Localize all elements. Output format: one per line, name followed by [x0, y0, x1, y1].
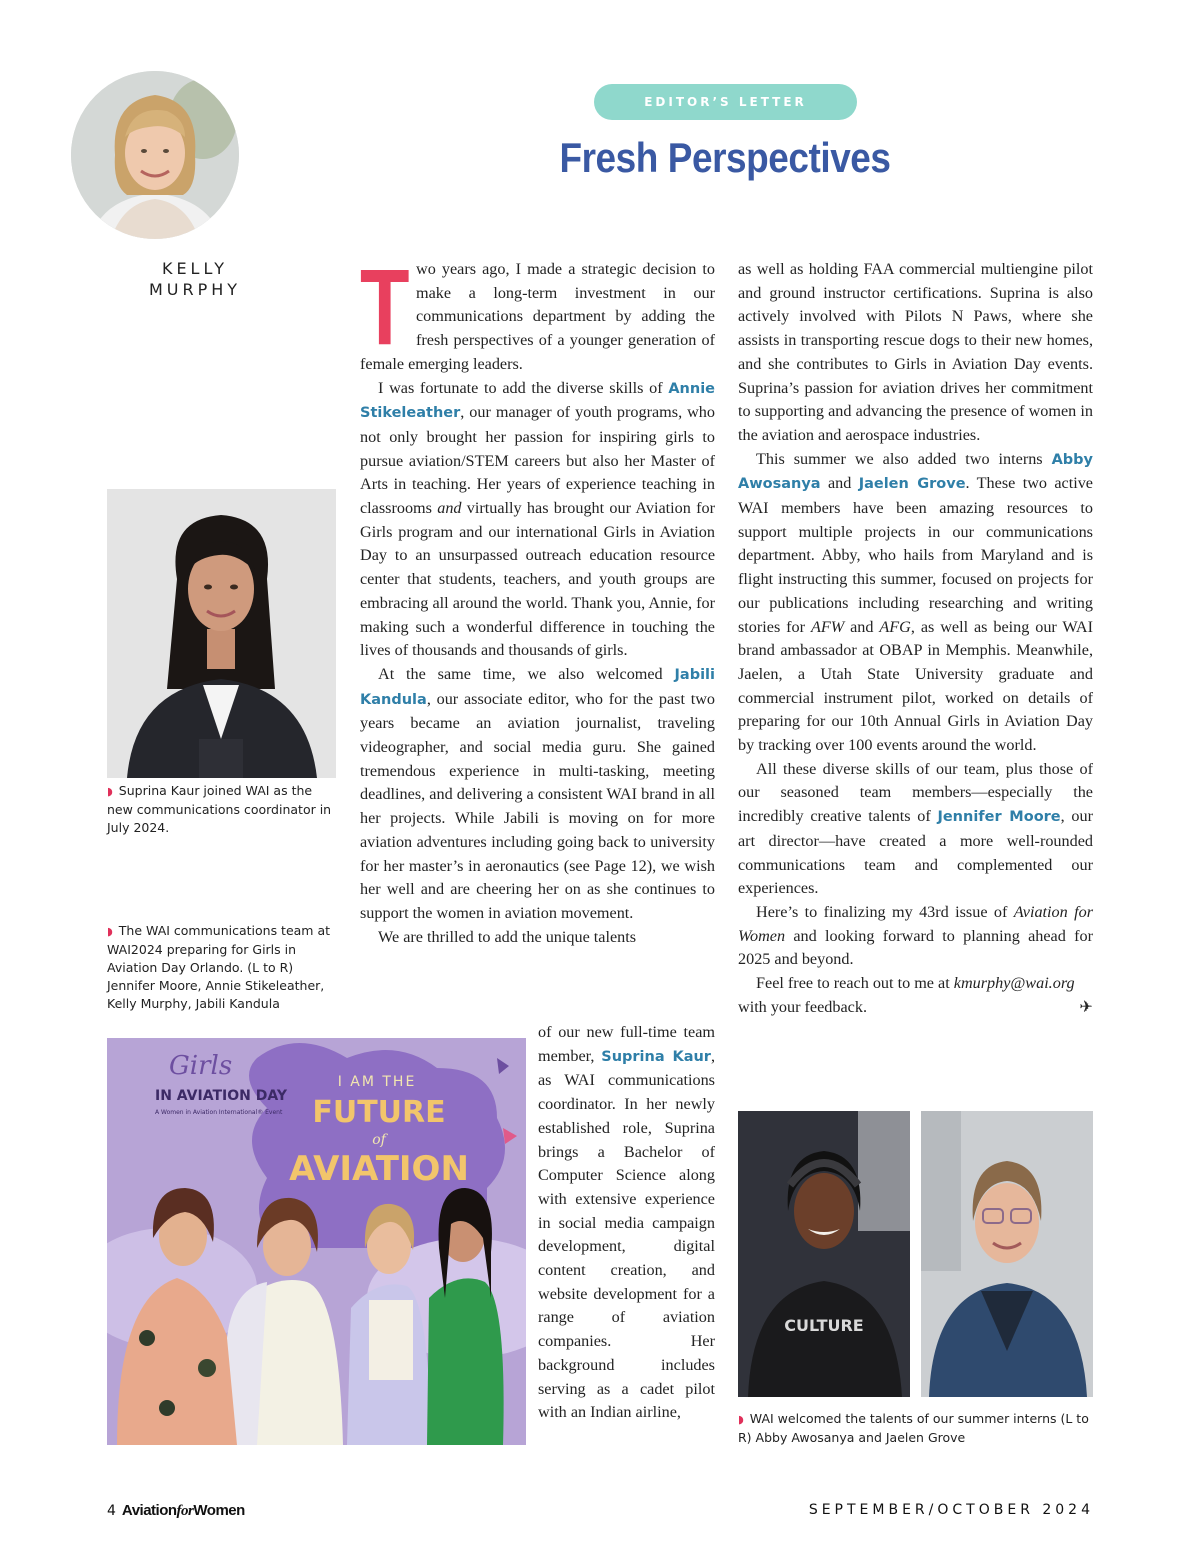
page-title: Fresh Perspectives	[559, 134, 891, 181]
article-column-1	[360, 246, 715, 949]
issue-date: SEPTEMBER/OCTOBER 2024	[808, 1502, 1094, 1518]
photo-team-image	[107, 1038, 526, 1445]
caption-marker-icon: ◗	[107, 785, 113, 798]
magazine-brand: AviationforWomen	[121, 1502, 245, 1519]
caption-team	[107, 922, 339, 1013]
footer-left	[107, 1502, 245, 1520]
caption-team-text: The WAI communications team at WAI2024 preparing for Girls in Aviation Day Orlando. (L to R) Jennifer Moore, Annie Stikeleather, Kelly Murphy, Jabili Kandula	[107, 923, 331, 1011]
author-portrait	[71, 71, 239, 239]
photo-jaelen-image	[921, 1111, 1093, 1397]
caption-interns	[738, 1410, 1098, 1447]
photo-suprina-image	[107, 489, 336, 778]
drop-cap: T	[360, 246, 410, 367]
article-paragraph-4-start: We are thrilled to add the unique talents	[378, 927, 637, 946]
banner-slogan-1: I AM THE	[337, 1074, 417, 1090]
article-paragraph-9: Feel free to reach out to me at kmurphy@wai.org with your feedback. ✈	[738, 972, 1093, 1019]
name-jaelen-grove: Jaelen Grove	[858, 476, 966, 493]
section-tag: EDITOR’S LETTER	[594, 84, 857, 120]
article-paragraph-8: Here’s to finalizing my 43rd issue of Aviation for Women and looking forward to planning ahead for 2025 and beyond.	[738, 902, 1093, 969]
caption-suprina	[107, 782, 337, 837]
caption-suprina-text: Suprina Kaur joined WAI as the new communications coordinator in July 2024.	[107, 783, 332, 835]
name-jabili-kandula: Jabili Kandula	[360, 666, 715, 708]
author-name	[120, 258, 270, 300]
name-jennifer-moore: Jennifer Moore	[937, 809, 1061, 826]
name-annie-stikeleather: Annie Stikeleather	[360, 380, 715, 422]
photo-abby-image	[738, 1111, 910, 1397]
photo-communications-team	[107, 1038, 526, 1445]
caption-marker-icon: ◗	[107, 925, 113, 938]
article-paragraph-6: This summer we also added two interns Abby Awosanya and Jaelen Grove. These two active WAI members have been amazing resources to support multiple projects in our communications department. Abby, who hails from Maryland and is flight instructing this summer, focused on projects for our publications including researching and writing stories for AFW and AFG, as well as being our WAI brand ambassador at OBAP in Memphis. Meanwhile, Jaelen, a Utah State University graduate and commercial instrument pilot, worked on details of preparing for our 10th Annual Girls in Aviation Day by tracking over 100 events around the world.	[738, 449, 1094, 755]
shirt-print-text: CULTURE	[784, 1316, 864, 1335]
photo-suprina-kaur	[107, 489, 336, 778]
article-paragraph-2: I was fortunate to add the diverse skills of Annie Stikeleather, our manager of youth programs, who not only brought her passion for inspiring girls to pursue aviation/STEM careers but also her Master of Arts in teaching. Her years of experience teaching in classrooms and virtually has brought our Aviation for Girls program and our international Girls in Aviation Day to an unsurpassed outreach education resource center that students, teachers, and youth groups are embracing all around the world. Thank you, Annie, for making such a wonderful difference in touching the lives of thousands and thousands of girls.	[360, 378, 715, 660]
banner-slogan-2: FUTURE	[312, 1095, 446, 1130]
banner-slogan-3: of	[372, 1132, 386, 1148]
caption-interns-text: WAI welcomed the talents of our summer interns (L to R) Abby Awosanya and Jaelen Grove	[738, 1411, 1089, 1445]
photo-abby-awosanya	[738, 1111, 910, 1397]
article-paragraph-5: as well as holding FAA commercial multiengine pilot and ground instructor certifications. Suprina is also actively involved with Pilots N Paws, where she assists in transporting rescue dogs to their new homes, and she contributes to Girls in Aviation Day events. Suprina’s passion for aviation drives her commitment to supporting and advancing the presence of women in the aviation and aerospace industries.	[738, 260, 1093, 444]
banner-logo-script: Girls	[169, 1051, 233, 1081]
banner-slogan-4: AVIATION	[289, 1149, 469, 1189]
end-mark-plane-icon: ✈	[1079, 997, 1093, 1016]
article-paragraph-7: All these diverse skills of our team, plus those of our seasoned team members—especially the incredibly creative talents of Jennifer Moore, our art director—have created a more well-rounded communications team and complemented our experiences.	[738, 759, 1093, 898]
author-portrait-image	[71, 71, 239, 239]
article-column-2	[738, 258, 1093, 1020]
photo-jaelen-grove	[921, 1111, 1093, 1397]
banner-logo-title: IN AVIATION DAY	[155, 1088, 287, 1104]
article-paragraph-4-cont: of our new full-time team member, Suprina Kaur, as WAI communications coordinator. In her newly established role, Suprina brings a Bachelor of Computer Science along with extensive experience in social media campaign development, digital content creation, and website development for a range of aviation companies. Her background includes serving as a cadet pilot with an Indian airline,	[538, 1023, 716, 1422]
page-number: 4	[107, 1503, 116, 1519]
banner-logo-subtitle: A Women in Aviation International® Event	[155, 1109, 283, 1116]
name-abby-awosanya: Abby Awosanya	[738, 451, 1093, 493]
name-suprina-kaur: Suprina Kaur	[601, 1048, 711, 1065]
article-column-1-wrap	[538, 1021, 715, 1425]
author-first-name: KELLY	[161, 259, 229, 278]
caption-marker-icon: ◗	[738, 1413, 744, 1426]
article-paragraph-1: wo years ago, I made a strategic decision to make a long-term investment in our communications department by adding the fresh perspectives of a younger generation of female emerging leaders.	[360, 260, 715, 373]
author-last-name: MURPHY	[148, 280, 242, 299]
author-email-link[interactable]: kmurphy@wai.org	[953, 974, 1075, 993]
article-paragraph-3: At the same time, we also welcomed Jabili Kandula, our associate editor, who for the past two years became an aviation journalist, traveling videographer, and social media guru. She gained tremendous experience in multi-tasking, meeting deadlines, and delivering a consistent WAI brand in all her projects. While Jabili is moving on for more aviation adventures including going back to university for her master’s in aeronautics (see Page 12), we wish her well and are cheering her on as she continues to support the women in aviation movement.	[360, 664, 715, 922]
